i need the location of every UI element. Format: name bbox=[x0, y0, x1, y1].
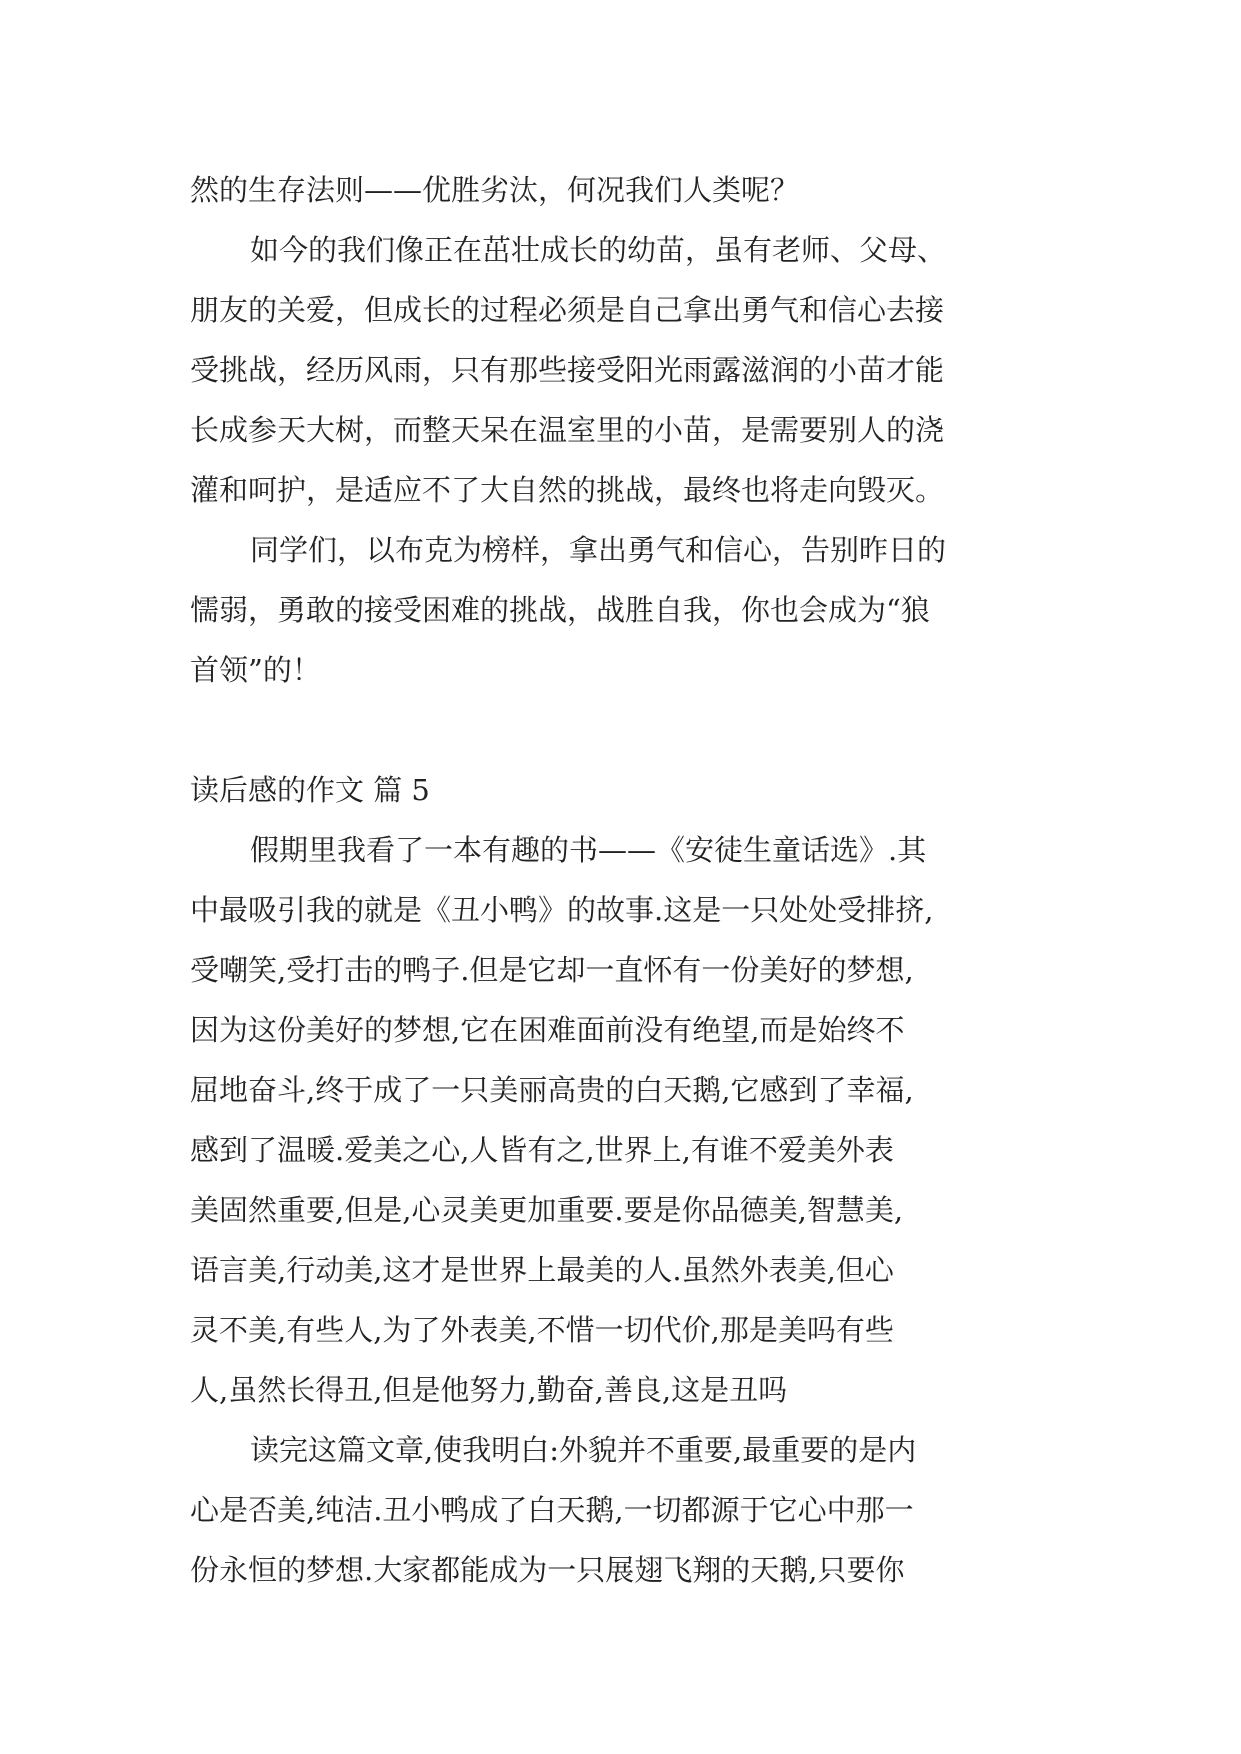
paragraph-line: 屈地奋斗,终于成了一只美丽高贵的白天鹅,它感到了幸福, bbox=[190, 1073, 914, 1107]
paragraph-line: 因为这份美好的梦想,它在困难面前没有绝望,而是始终不 bbox=[190, 1013, 905, 1047]
paragraph-line: 读完这篇文章,使我明白:外貌并不重要,最重要的是内 bbox=[250, 1433, 917, 1467]
paragraph-line: 懦弱，勇敢的接受困难的挑战，战胜自我，你也会成为“狼 bbox=[190, 593, 930, 627]
paragraph-line: 人,虽然长得丑,但是他努力,勤奋,善良,这是丑吗 bbox=[190, 1373, 788, 1407]
paragraph-line: 朋友的关爱，但成长的过程必须是自己拿出勇气和信心去接 bbox=[190, 293, 945, 327]
paragraph-line: 心是否美,纯洁.丑小鸭成了白天鹅,一切都源于它心中那一 bbox=[190, 1493, 914, 1527]
paragraph-line: 灵不美,有些人,为了外表美,不惜一切代价,那是美吗有些 bbox=[190, 1313, 894, 1347]
section-heading: 读后感的作文 篇 5 bbox=[190, 773, 430, 807]
paragraph-line: 然的生存法则——优胜劣汰，何况我们人类呢？ bbox=[190, 173, 800, 207]
paragraph-line: 同学们，以布克为榜样，拿出勇气和信心，告别昨日的 bbox=[250, 533, 947, 567]
paragraph-line: 假期里我看了一本有趣的书——《安徒生童话选》.其 bbox=[250, 833, 927, 867]
paragraph-line: 灌和呵护，是适应不了大自然的挑战，最终也将走向毁灭。 bbox=[190, 473, 945, 507]
paragraph-line: 中最吸引我的就是《丑小鸭》的故事.这是一只处处受排挤, bbox=[190, 893, 934, 927]
paragraph-line: 份永恒的梦想.大家都能成为一只展翅飞翔的天鹅,只要你 bbox=[190, 1553, 905, 1587]
paragraph-line: 如今的我们像正在茁壮成长的幼苗，虽有老师、父母、 bbox=[250, 233, 947, 267]
paragraph-line: 感到了温暖.爱美之心,人皆有之,世界上,有谁不爱美外表 bbox=[190, 1133, 894, 1167]
paragraph-line: 受挑战，经历风雨，只有那些接受阳光雨露滋润的小苗才能 bbox=[190, 353, 945, 387]
document-body bbox=[190, 160, 1070, 1600]
paragraph-line: 语言美,行动美,这才是世界上最美的人.虽然外表美,但心 bbox=[190, 1253, 894, 1287]
paragraph-line: 美固然重要,但是,心灵美更加重要.要是你品德美,智慧美, bbox=[190, 1193, 904, 1227]
paragraph-line: 首领”的！ bbox=[190, 653, 321, 687]
paragraph-line: 长成参天大树，而整天呆在温室里的小苗，是需要别人的浇 bbox=[190, 413, 945, 447]
section-gap bbox=[190, 700, 1070, 760]
paragraph-line: 受嘲笑,受打击的鸭子.但是它却一直怀有一份美好的梦想, bbox=[190, 953, 914, 987]
